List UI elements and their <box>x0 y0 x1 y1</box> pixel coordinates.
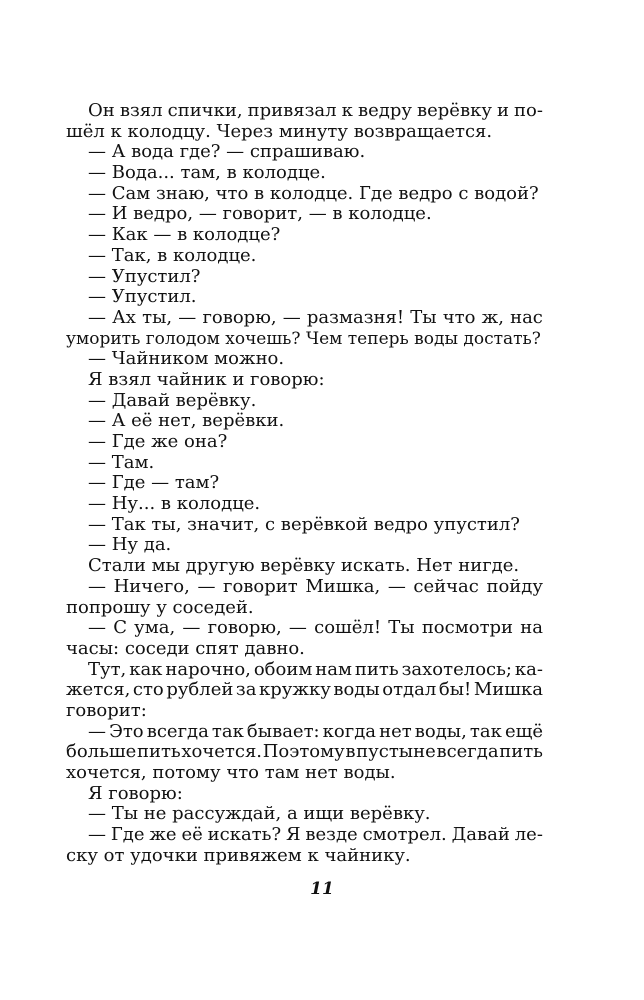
text-line: — Ах ты, — говорю, — размазня! Ты что ж, нас <box>88 306 543 328</box>
text-line: ску от удочки привяжем к чайнику. <box>66 844 411 866</box>
text-line: — А её нет, верёвки. <box>88 410 285 432</box>
text-line: Тут, как нарочно, обоим нам пить захотелось; ка- <box>88 658 543 680</box>
text-line: — Упустил. <box>88 286 197 308</box>
text-line: — С ума, — говорю, — сошёл! Ты посмотри на <box>88 617 543 639</box>
text-line: — Так ты, значит, с верёвкой ведро упустил? <box>88 513 520 535</box>
body-text <box>66 100 543 866</box>
text-line: хочется, потому что там нет воды. <box>66 762 396 783</box>
text-line: больше пить хочется. Поэтому в пустыне всегда пить <box>66 741 543 763</box>
text-line: часы: соседи спят давно. <box>66 637 305 659</box>
page-number: 11 <box>310 879 334 899</box>
text-line: — Ну да. <box>88 534 172 556</box>
text-line: — А вода где? — спрашиваю. <box>88 141 366 163</box>
text-line: шёл к колодцу. Через минуту возвращается. <box>66 120 493 142</box>
text-line: уморить голодом хочешь? Чем теперь воды достать? <box>66 328 541 349</box>
text-line: — Где же её искать? Я везде смотрел. Давай ле- <box>88 824 543 846</box>
text-line: Я взял чайник и говорю: <box>88 368 325 390</box>
text-line: — Упустил? <box>88 265 201 287</box>
text-line: — Чайником можно. <box>88 348 285 370</box>
text-line: говорит: <box>66 699 147 721</box>
text-line: — Где же она? <box>88 431 228 452</box>
text-line: — Вода... там, в колодце. <box>88 162 326 184</box>
text-line: Я говорю: <box>88 782 183 804</box>
text-line: — И ведро, — говорит, — в колодце. <box>88 203 432 225</box>
text-line: — Где — там? <box>88 472 220 494</box>
text-line: — Там. <box>88 451 155 473</box>
text-line: — Ну... в колодце. <box>88 493 261 515</box>
text-line: — Сам знаю, что в колодце. Где ведро с водой? <box>88 182 539 204</box>
text-line: — Как — в колодце? <box>88 224 281 246</box>
text-line: — Ничего, — говорит Мишка, — сейчас пойду <box>88 575 543 597</box>
text-line: Стали мы другую верёвку искать. Нет нигде. <box>88 555 520 577</box>
text-line: Он взял спички, привязал к ведру верёвку и по- <box>88 100 543 121</box>
text-line: попрошу у соседей. <box>66 596 254 618</box>
text-line: — Давай верёвку. <box>88 389 257 411</box>
text-line: — Это всегда так бывает: когда нет воды, так ещё <box>88 720 543 742</box>
text-line: — Так, в колодце. <box>88 244 257 266</box>
text-line: — Ты не рассуждай, а ищи верёвку. <box>88 803 431 825</box>
text-line: жется, сто рублей за кружку воды отдал бы! Мишка <box>66 679 543 701</box>
